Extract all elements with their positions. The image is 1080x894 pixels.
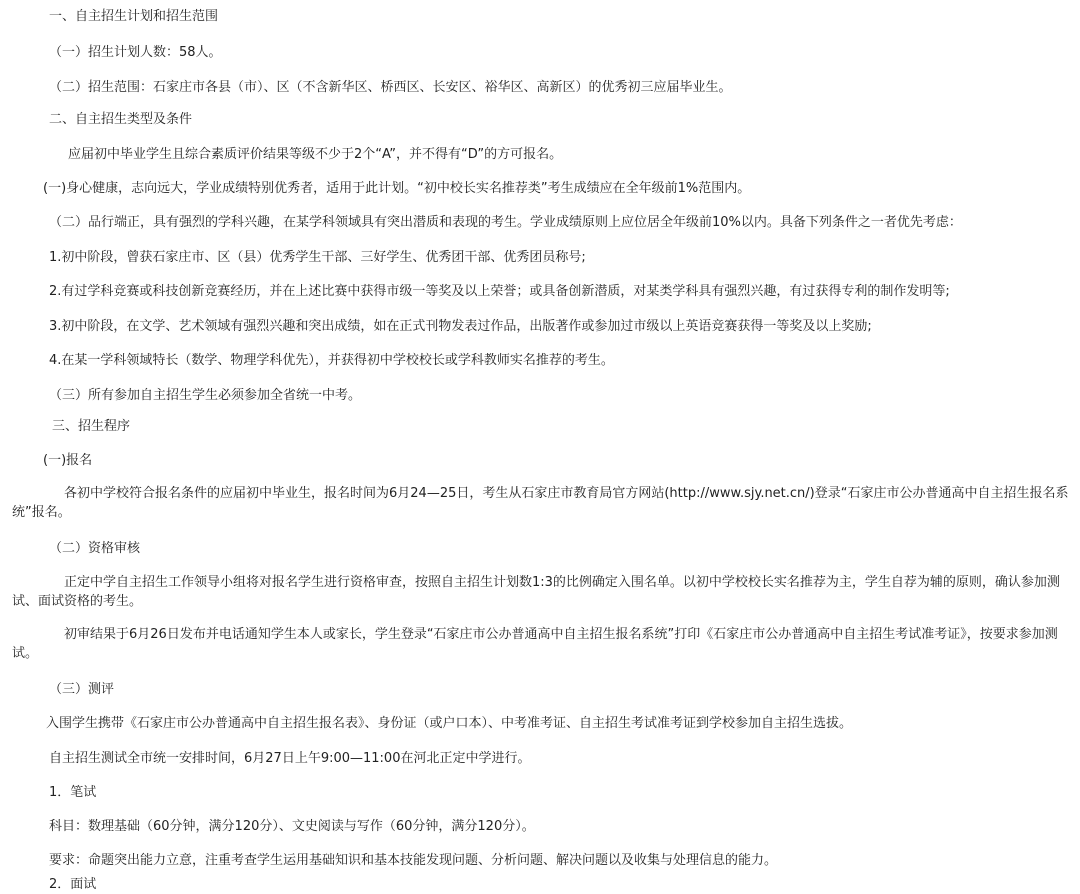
paragraph: 要求：命题突出能力立意，注重考查学生运用基础知识和基本技能发现问题、分析问题、解决问题以及收集与处理信息的能力。 bbox=[49, 853, 778, 868]
section-heading-2: 二、自主招生类型及条件 bbox=[49, 112, 193, 127]
subheading: （二）资格审核 bbox=[49, 541, 141, 556]
subheading: 2．面试 bbox=[49, 877, 97, 892]
paragraph: 各初中学校符合报名条件的应届初中毕业生，报名时间为6月24—25日，考生从石家庄市教育局官方网站(http://www.sjy.net.cn/)登录“石家庄市公办普通高中自主招生报名系统”报名。 bbox=[12, 486, 1069, 520]
section-heading-3: 三、招生程序 bbox=[52, 419, 131, 434]
paragraph: 入围学生携带《石家庄市公办普通高中自主招生报名表》、身份证（或户口本）、中考准考证、自主招生考试准考证到学校参加自主招生选拔。 bbox=[46, 716, 853, 731]
subheading: （三）测评 bbox=[49, 682, 115, 697]
list-item: 3.初中阶段，在文学、艺术领域有强烈兴趣和突出成绩，如在正式刊物发表过作品，出版著作或参加过市级以上英语竞赛获得一等奖及以上奖励; bbox=[49, 319, 872, 334]
list-item: 4.在某一学科领域特长（数学、物理学科优先），并获得初中学校校长或学科教师实名推荐的考生。 bbox=[49, 353, 614, 368]
paragraph: 初审结果于6月26日发布并电话通知学生本人或家长，学生登录“石家庄市公办普通高中自主招生报名系统”打印《石家庄市公办普通高中自主招生考试准考证》，按要求参加测试。 bbox=[12, 627, 1058, 661]
paragraph: 自主招生测试全市统一安排时间，6月27日上午9:00—11:00在河北正定中学进行。 bbox=[49, 751, 531, 766]
paragraph: 应届初中毕业学生且综合素质评价结果等级不少于2个“A”，并不得有“D”的方可报名。 bbox=[68, 147, 563, 162]
paragraph: （二）招生范围：石家庄市各县（市）、区（不含新华区、桥西区、长安区、裕华区、高新区）的优秀初三应届毕业生。 bbox=[49, 80, 732, 95]
section-heading-1: 一、自主招生计划和招生范围 bbox=[49, 9, 219, 24]
list-item: 1.初中阶段，曾获石家庄市、区（县）优秀学生干部、三好学生、优秀团干部、优秀团员称号; bbox=[49, 250, 586, 265]
subheading: (一)报名 bbox=[43, 453, 93, 468]
list-item: 2.有过学科竞赛或科技创新竞赛经历，并在上述比赛中获得市级一等奖及以上荣誉；或具备创新潜质，对某类学科具有强烈兴趣，有过获得专利的制作发明等; bbox=[49, 284, 950, 299]
subheading: 1．笔试 bbox=[49, 785, 97, 800]
paragraph: （一）招生计划人数：58人。 bbox=[49, 45, 222, 60]
paragraph: （三）所有参加自主招生学生必须参加全省统一中考。 bbox=[49, 388, 362, 403]
paragraph: 科目：数理基础（60分钟，满分120分）、文史阅读与写作（60分钟，满分120分）。 bbox=[49, 819, 535, 834]
paragraph: （二）品行端正，具有强烈的学科兴趣，在某学科领域具有突出潜质和表现的考生。学业成绩原则上应位居全年级前10%以内。具备下列条件之一者优先考虑： bbox=[49, 215, 962, 230]
paragraph: (一)身心健康，志向远大，学业成绩特别优秀者，适用于此计划。“初中校长实名推荐类”考生成绩应在全年级前1%范围内。 bbox=[43, 181, 751, 196]
paragraph: 正定中学自主招生工作领导小组将对报名学生进行资格审查，按照自主招生计划数1:3的比例确定入围名单。以初中学校校长实名推荐为主，学生自荐为辅的原则，确认参加测试、面试资格的考生。 bbox=[12, 575, 1060, 609]
